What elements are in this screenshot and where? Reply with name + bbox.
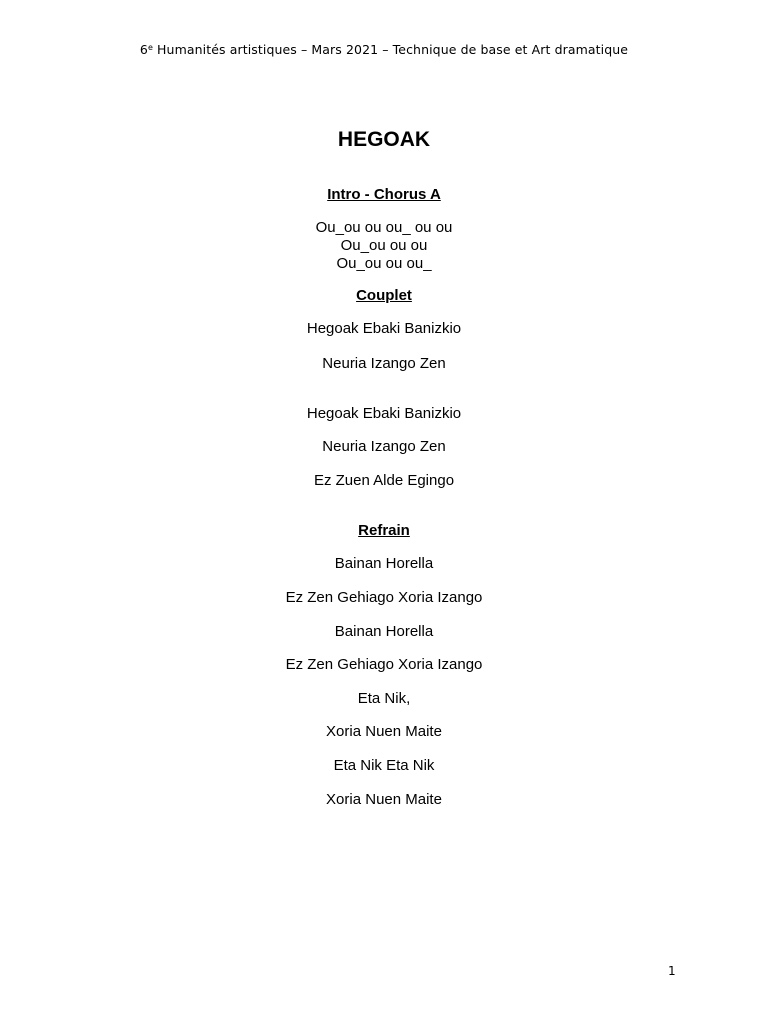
intro-line-2: Ou_ou ou ou bbox=[340, 237, 428, 254]
refrain-line-1: Bainan Horella bbox=[334, 555, 434, 572]
refrain-line-6: Xoria Nuen Maite bbox=[326, 723, 442, 740]
header-text: Humanités artistiques – Mars 2021 – Technique de base et Art dramatique bbox=[152, 42, 629, 57]
page-header bbox=[0, 42, 768, 57]
refrain-line-2: Ez Zen Gehiago Xoria Izango bbox=[285, 589, 483, 606]
couplet-line-2: Neuria Izango Zen bbox=[322, 355, 446, 372]
couplet-line-5: Ez Zuen Alde Egingo bbox=[313, 472, 455, 489]
header-superscript: e bbox=[147, 43, 153, 52]
couplet-line-4: Neuria Izango Zen bbox=[322, 438, 446, 455]
song-title: HEGOAK bbox=[337, 128, 431, 151]
couplet-line-1: Hegoak Ebaki Banizkio bbox=[306, 320, 462, 337]
refrain-line-8: Xoria Nuen Maite bbox=[326, 791, 442, 808]
couplet-line-3: Hegoak Ebaki Banizkio bbox=[306, 405, 462, 422]
refrain-heading: Refrain bbox=[358, 522, 410, 539]
intro-line-1: Ou_ou ou ou_ ou ou bbox=[315, 219, 453, 236]
page-number: 1 bbox=[668, 964, 676, 978]
header-prefix: 6 bbox=[139, 42, 148, 57]
intro-heading: Intro - Chorus A bbox=[327, 186, 441, 203]
refrain-line-3: Bainan Horella bbox=[334, 623, 434, 640]
refrain-line-4: Ez Zen Gehiago Xoria Izango bbox=[285, 656, 483, 673]
refrain-line-7: Eta Nik Eta Nik bbox=[333, 757, 435, 774]
refrain-line-5: Eta Nik, bbox=[357, 690, 411, 707]
intro-line-3: Ou_ou ou ou_ bbox=[336, 255, 432, 272]
couplet-heading: Couplet bbox=[356, 287, 412, 304]
